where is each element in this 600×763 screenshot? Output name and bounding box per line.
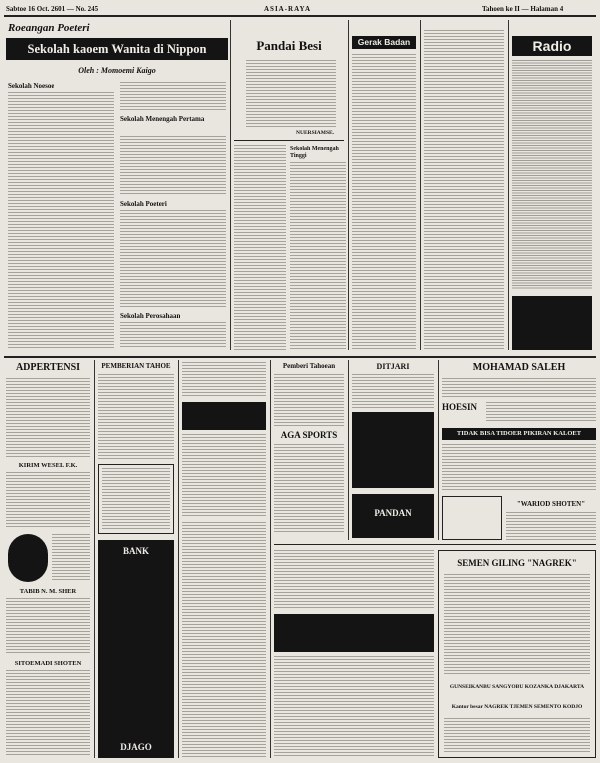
poem-stanzas (246, 60, 336, 128)
pemberi-heading: Pemberi Tahoean (282, 362, 336, 370)
column-divider-4 (508, 20, 509, 350)
advertensi-heading: ADPERTENSI (15, 362, 81, 373)
story-column-2c (120, 210, 226, 308)
story-subhead-poeteri: Sekolah Poeteri (120, 200, 167, 208)
gerak-column-1 (352, 54, 416, 350)
kalcet-text (442, 444, 596, 492)
kalcet-banner: TIDAK BISA TIDOER PIKIRAN KALOET (442, 428, 596, 440)
mohamad-text (442, 378, 596, 398)
story-column-2b (120, 136, 226, 196)
story-title: Sekolah kaoem Wanita di Nippon (6, 38, 228, 60)
lower-mid-ad-dark (274, 614, 434, 652)
dhoten-heading: "WARIOD SHOTEN" (516, 500, 586, 508)
issue-date: Sabtoe 16 Oct. 2601 — No. 245 (6, 5, 99, 13)
pemberi-text (274, 374, 344, 426)
bank-ad-heading: BANK (122, 546, 149, 556)
ad-column-3c (182, 522, 266, 758)
middle-column-1 (234, 145, 286, 350)
poem-author: NUERSIAMSE. (296, 130, 335, 136)
column-divider-1 (230, 20, 231, 350)
semen-heading: SEMEN GILING "NAGREK" (457, 558, 577, 568)
column-divider-9 (438, 360, 439, 540)
middle-column-2 (290, 162, 346, 350)
radio-banner: Radio (512, 36, 592, 56)
talirami-text (102, 468, 170, 530)
semen-footer-text (444, 718, 590, 752)
radio-schedule (512, 60, 592, 290)
portrait-ad (8, 534, 48, 582)
hoesin-heading: HOESIN (442, 402, 478, 412)
ornament-ad (442, 496, 502, 540)
story-subhead-noesoe: Sekolah Noesoe (8, 82, 55, 90)
advertensi-text (6, 378, 90, 458)
poem-title: Pandai Besi (256, 38, 322, 53)
radio-illustration-ad (352, 412, 434, 488)
tabib-text (6, 598, 90, 654)
story-subhead-menengah: Sekolah Menengah Pertama (120, 115, 205, 123)
pemberian-heading: PEMBERIAN TAHOE (101, 362, 171, 370)
nagrek-kantor: Kantor besar NAGREK TJEMEN SEMENTO KODJO (451, 704, 583, 710)
header-rule (4, 15, 596, 17)
column-divider-8 (348, 360, 349, 540)
gerak-badan-banner: Gerak Badan (352, 36, 416, 49)
lower-mid-text-1 (274, 550, 434, 610)
story-column-2d (120, 322, 226, 348)
poem-rule (234, 140, 344, 141)
pemberian-text (98, 374, 174, 460)
column-divider-5 (94, 360, 95, 758)
lower-right-rule (274, 544, 596, 545)
mohamad-heading: MOHAMAD SALEH (472, 362, 566, 373)
middle-subhead: Sekolah Menengah Tinggi (290, 146, 339, 159)
sitoemadi-text (6, 670, 90, 756)
column-divider-2 (348, 20, 349, 350)
sitoemadi-heading: SITOEMADI SHOTEN (14, 660, 82, 667)
column-divider-6 (178, 360, 179, 758)
pertandingan-column (424, 30, 504, 350)
ad-column-3b (182, 434, 266, 518)
bank-ad-block (98, 540, 174, 758)
column-divider-3 (420, 20, 421, 350)
portrait-ad-text (52, 534, 90, 582)
tabib-heading: TABIB N. M. SHER (19, 588, 77, 595)
sports-heading: AGA SPORTS (280, 430, 338, 440)
pandan-heading: PANDAN (374, 508, 412, 518)
ditjari-text (352, 374, 434, 408)
issue-number: Tahoen ke II — Halaman 4 (482, 5, 564, 13)
lower-mid-text-2 (274, 656, 434, 758)
photo-ad (182, 402, 266, 430)
koshonin-heading: GUNSEIKANBU SANGYOBU KOZANKA DJAKARTA (449, 684, 585, 690)
story-byline: Oleh : Momoemi Kaigo (78, 66, 156, 75)
djago-ad-heading: DJAGO (120, 742, 152, 752)
column-divider-7 (270, 360, 271, 758)
semen-text (444, 574, 590, 676)
kirim-heading: KIRIM WESEL F.K. (18, 462, 78, 469)
story-subhead-perosahaan: Sekolah Perosahaan (120, 312, 181, 320)
masthead-name: ASIA-RAYA (264, 5, 311, 13)
story-column-2a (120, 82, 226, 112)
ad-column-3a (182, 362, 266, 398)
hoesin-text (486, 402, 596, 422)
radio-ad-block (512, 296, 592, 350)
mid-rule (4, 356, 596, 358)
ditjari-heading: DITJARI (376, 362, 410, 371)
sports-text (274, 444, 344, 534)
dhoten-text (506, 512, 596, 540)
section-kicker: Roeangan Poeteri (8, 22, 90, 34)
story-column-1 (8, 92, 114, 348)
kirim-text (6, 472, 90, 528)
